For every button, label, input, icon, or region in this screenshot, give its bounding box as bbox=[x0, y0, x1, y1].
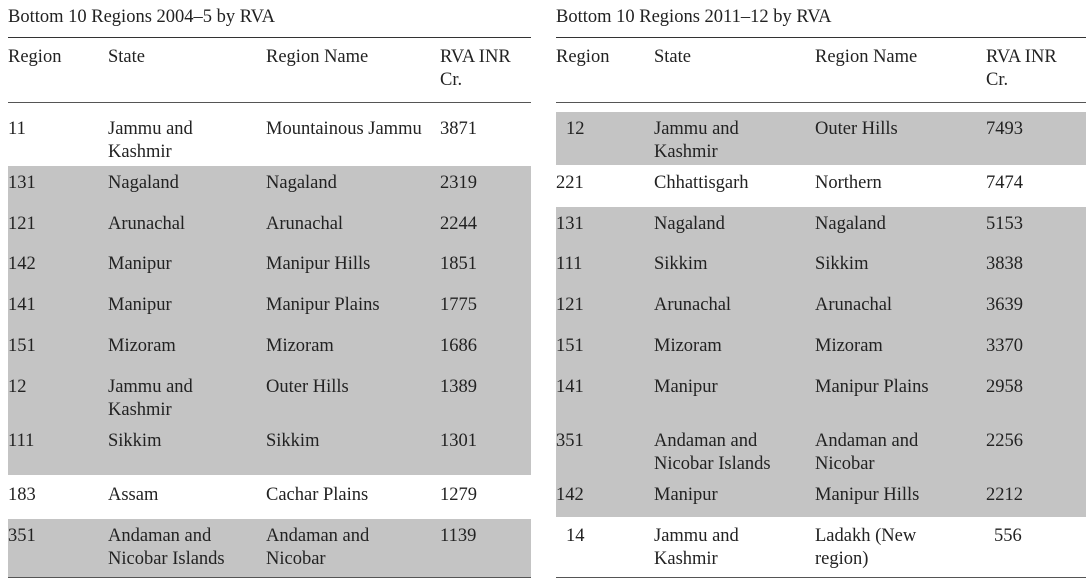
cell-rva: 3370 bbox=[986, 336, 1023, 356]
cell-region: 141 bbox=[8, 295, 36, 315]
cell-state: Mizoram bbox=[108, 336, 176, 356]
cell-rva: 1686 bbox=[440, 336, 477, 356]
cell-region-name: Manipur Hills bbox=[266, 254, 371, 274]
header-rule bbox=[556, 102, 1086, 103]
cell-state: Sikkim bbox=[108, 431, 162, 451]
table-row bbox=[8, 207, 531, 247]
cell-region: 351 bbox=[8, 526, 36, 546]
table-row bbox=[556, 207, 1086, 247]
cell-region-name: Andaman and Nicobar bbox=[266, 526, 370, 569]
header-rva: RVA INR Cr. bbox=[986, 47, 1057, 90]
cell-region: 351 bbox=[556, 431, 584, 451]
cell-rva: 1279 bbox=[440, 485, 477, 505]
cell-state: Manipur bbox=[108, 254, 172, 274]
cell-region: 151 bbox=[556, 336, 584, 356]
cell-region: 142 bbox=[8, 254, 36, 274]
table-header bbox=[556, 46, 1086, 98]
cell-region: 141 bbox=[556, 377, 584, 397]
cell-region-name: Northern bbox=[815, 173, 882, 193]
header-region-name: Region Name bbox=[266, 47, 369, 67]
table-row bbox=[8, 166, 531, 206]
table-row bbox=[556, 519, 1086, 577]
cell-rva: 2958 bbox=[986, 377, 1023, 397]
cell-rva: 1139 bbox=[440, 526, 477, 546]
table-row bbox=[556, 288, 1086, 328]
header-state: State bbox=[108, 47, 145, 67]
cell-region-name: Arunachal bbox=[266, 214, 344, 234]
cell-region-name: Sikkim bbox=[266, 431, 320, 451]
bottom-rule bbox=[556, 577, 1086, 578]
cell-state: Jammu and Kashmir bbox=[654, 526, 739, 569]
cell-region: 142 bbox=[556, 485, 584, 505]
cell-region-name: Cachar Plains bbox=[266, 485, 369, 505]
cell-rva: 2212 bbox=[986, 485, 1023, 505]
cell-region: 151 bbox=[8, 336, 36, 356]
cell-region-name: Mizoram bbox=[266, 336, 334, 356]
header-region: Region bbox=[8, 47, 62, 67]
cell-state: Mizoram bbox=[654, 336, 722, 356]
cell-state: Manipur bbox=[654, 377, 718, 397]
cell-state: Arunachal bbox=[654, 295, 732, 315]
table-header bbox=[8, 46, 531, 98]
table-row bbox=[8, 112, 531, 165]
cell-region-name: Outer Hills bbox=[266, 377, 349, 397]
bottom-rule bbox=[8, 577, 531, 578]
cell-region: 221 bbox=[556, 173, 584, 193]
cell-state: Arunachal bbox=[108, 214, 186, 234]
cell-region: 12 bbox=[566, 119, 585, 139]
table-row bbox=[556, 247, 1086, 287]
cell-rva: 7493 bbox=[986, 119, 1023, 139]
cell-region-name: Andaman and Nicobar bbox=[815, 431, 919, 474]
table-row bbox=[556, 112, 1086, 165]
table-row bbox=[556, 329, 1086, 369]
table-row bbox=[8, 370, 531, 423]
cell-rva: 1301 bbox=[440, 431, 477, 451]
cell-rva: 7474 bbox=[986, 173, 1023, 193]
cell-region: 121 bbox=[8, 214, 36, 234]
cell-state: Jammu and Kashmir bbox=[108, 377, 193, 420]
cell-region-name: Manipur Plains bbox=[815, 377, 929, 397]
cell-rva: 1775 bbox=[440, 295, 477, 315]
cell-region-name: Outer Hills bbox=[815, 119, 898, 139]
header-region-name: Region Name bbox=[815, 47, 918, 67]
cell-region-name: Nagaland bbox=[815, 214, 886, 234]
cell-rva: 5153 bbox=[986, 214, 1023, 234]
table-row bbox=[8, 519, 531, 577]
cell-state: Manipur bbox=[108, 295, 172, 315]
cell-state: Nagaland bbox=[108, 173, 179, 193]
cell-state: Jammu and Kashmir bbox=[108, 119, 193, 162]
cell-rva: 2319 bbox=[440, 173, 477, 193]
table-row bbox=[8, 329, 531, 369]
table-row bbox=[8, 424, 531, 475]
cell-region: 14 bbox=[566, 526, 585, 546]
cell-rva: 1389 bbox=[440, 377, 477, 397]
cell-region: 12 bbox=[8, 377, 27, 397]
cell-region-name: Nagaland bbox=[266, 173, 337, 193]
cell-region-name: Ladakh (New region) bbox=[815, 526, 917, 569]
cell-region: 121 bbox=[556, 295, 584, 315]
table-title: Bottom 10 Regions 2011–12 by RVA bbox=[556, 7, 832, 27]
cell-state: Assam bbox=[108, 485, 159, 505]
table-row bbox=[556, 166, 1086, 206]
table-row bbox=[556, 370, 1086, 423]
cell-region-name: Mountainous Jammu bbox=[266, 119, 422, 139]
cell-rva: 556 bbox=[994, 526, 1022, 546]
cell-rva: 3871 bbox=[440, 119, 477, 139]
cell-rva: 2256 bbox=[986, 431, 1023, 451]
header-rule bbox=[8, 102, 531, 103]
cell-region-name: Arunachal bbox=[815, 295, 893, 315]
table-row bbox=[8, 478, 531, 518]
table-row bbox=[556, 424, 1086, 478]
cell-state: Sikkim bbox=[654, 254, 708, 274]
cell-region: 131 bbox=[556, 214, 584, 234]
table-row bbox=[8, 288, 531, 328]
top-rule bbox=[8, 37, 531, 38]
table-row bbox=[556, 478, 1086, 517]
cell-region: 111 bbox=[8, 431, 35, 451]
cell-state: Jammu and Kashmir bbox=[654, 119, 739, 162]
cell-region-name: Manipur Hills bbox=[815, 485, 920, 505]
cell-region-name: Mizoram bbox=[815, 336, 883, 356]
cell-region: 111 bbox=[556, 254, 583, 274]
header-state: State bbox=[654, 47, 691, 67]
cell-state: Manipur bbox=[654, 485, 718, 505]
cell-rva: 3838 bbox=[986, 254, 1023, 274]
cell-rva: 1851 bbox=[440, 254, 477, 274]
cell-state: Andaman and Nicobar Islands bbox=[654, 431, 771, 474]
header-region: Region bbox=[556, 47, 610, 67]
cell-rva: 3639 bbox=[986, 295, 1023, 315]
cell-state: Nagaland bbox=[654, 214, 725, 234]
cell-rva: 2244 bbox=[440, 214, 477, 234]
cell-state: Chhattisgarh bbox=[654, 173, 749, 193]
cell-region: 183 bbox=[8, 485, 36, 505]
cell-region-name: Sikkim bbox=[815, 254, 869, 274]
table-row bbox=[8, 247, 531, 287]
cell-region: 131 bbox=[8, 173, 36, 193]
table-title: Bottom 10 Regions 2004–5 by RVA bbox=[8, 7, 275, 27]
cell-region: 11 bbox=[8, 119, 26, 139]
header-rva: RVA INR Cr. bbox=[440, 47, 511, 90]
cell-region-name: Manipur Plains bbox=[266, 295, 380, 315]
cell-state: Andaman and Nicobar Islands bbox=[108, 526, 225, 569]
top-rule bbox=[556, 37, 1086, 38]
